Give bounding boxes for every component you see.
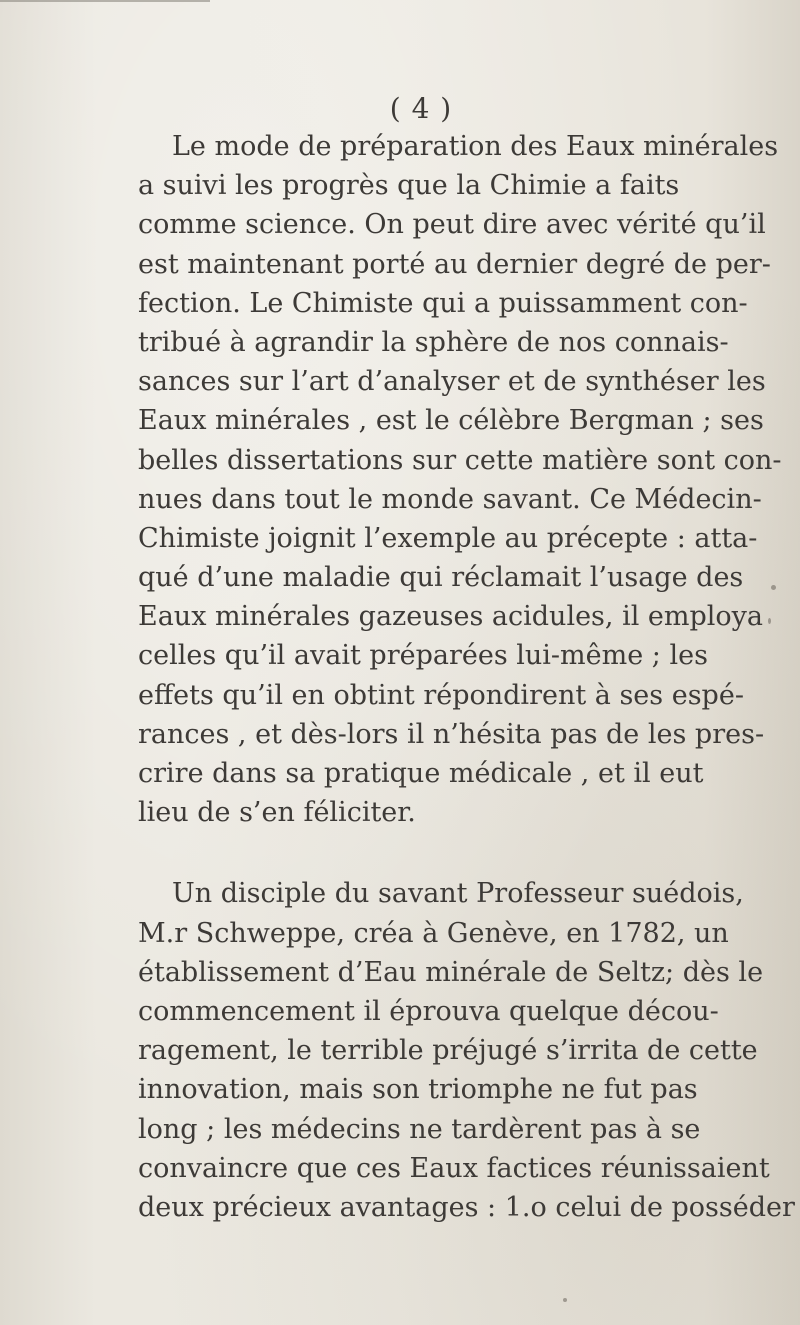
text-line: rances , et dès-lors il n’hésita pas de les pres-	[138, 718, 765, 750]
paper-speck	[768, 618, 771, 624]
paragraph-1	[138, 127, 782, 832]
text-line: convaincre que ces Eaux factices réunissaient	[138, 1152, 770, 1184]
text-line: effets qu’il en obtint répondirent à ses espé-	[138, 679, 744, 711]
text-line: sances sur l’art d’analyser et de synthéser les	[138, 366, 766, 398]
text-line: innovation, mais son triomphe ne fut pas	[138, 1074, 698, 1106]
paragraph-gap	[138, 832, 678, 874]
paragraph-2	[138, 874, 795, 1227]
text-line: Eaux minérales gazeuses acidules, il employa	[138, 601, 764, 633]
page-number: ( 4 )	[389, 92, 453, 125]
text-line: est maintenant porté au dernier degré de per-	[138, 248, 771, 280]
text-line: commencement il éprouva quelque décou-	[138, 995, 719, 1027]
text-line: long ; les médecins ne tardèrent pas à se	[138, 1113, 701, 1145]
text-line: Eaux minérales , est le célèbre Bergman ; ses	[138, 405, 764, 437]
text-line: ragement, le terrible préjugé s’irrita de cette	[138, 1035, 758, 1067]
page-text	[138, 92, 795, 1227]
page-edge-rule	[0, 0, 210, 2]
text-line: tribué à agrandir la sphère de nos connais-	[138, 326, 729, 358]
text-line: nues dans tout le monde savant. Ce Médecin-	[138, 483, 762, 515]
text-line: Le mode de préparation des Eaux minérales	[172, 131, 779, 162]
paper-speck	[563, 1298, 567, 1302]
text-line: M.r Schweppe, créa à Genève, en 1782, un	[138, 917, 729, 949]
text-line: établissement d’Eau minérale de Seltz; dès le	[138, 956, 764, 988]
text-line: Un disciple du savant Professeur suédois,	[172, 878, 744, 910]
text-line: a suivi les progrès que la Chimie a faits	[138, 170, 680, 202]
text-line: crire dans sa pratique médicale , et il eut	[138, 758, 704, 789]
text-line: Chimiste joignit l’exemple au précepte : atta-	[138, 522, 758, 554]
text-line: deux précieux avantages : 1.o celui de posséder	[138, 1191, 795, 1223]
paper-speck	[771, 585, 776, 590]
text-line: qué d’une maladie qui réclamait l’usage des	[138, 562, 744, 594]
text-line: fection. Le Chimiste qui a puissamment con-	[138, 287, 748, 319]
text-line: celles qu’il avait préparées lui-même ; les	[138, 640, 708, 672]
text-line: belles dissertations sur cette matière sont con-	[138, 444, 782, 476]
text-line: lieu de s’en féliciter.	[138, 797, 416, 829]
text-line: comme science. On peut dire avec vérité qu’il	[138, 209, 766, 241]
